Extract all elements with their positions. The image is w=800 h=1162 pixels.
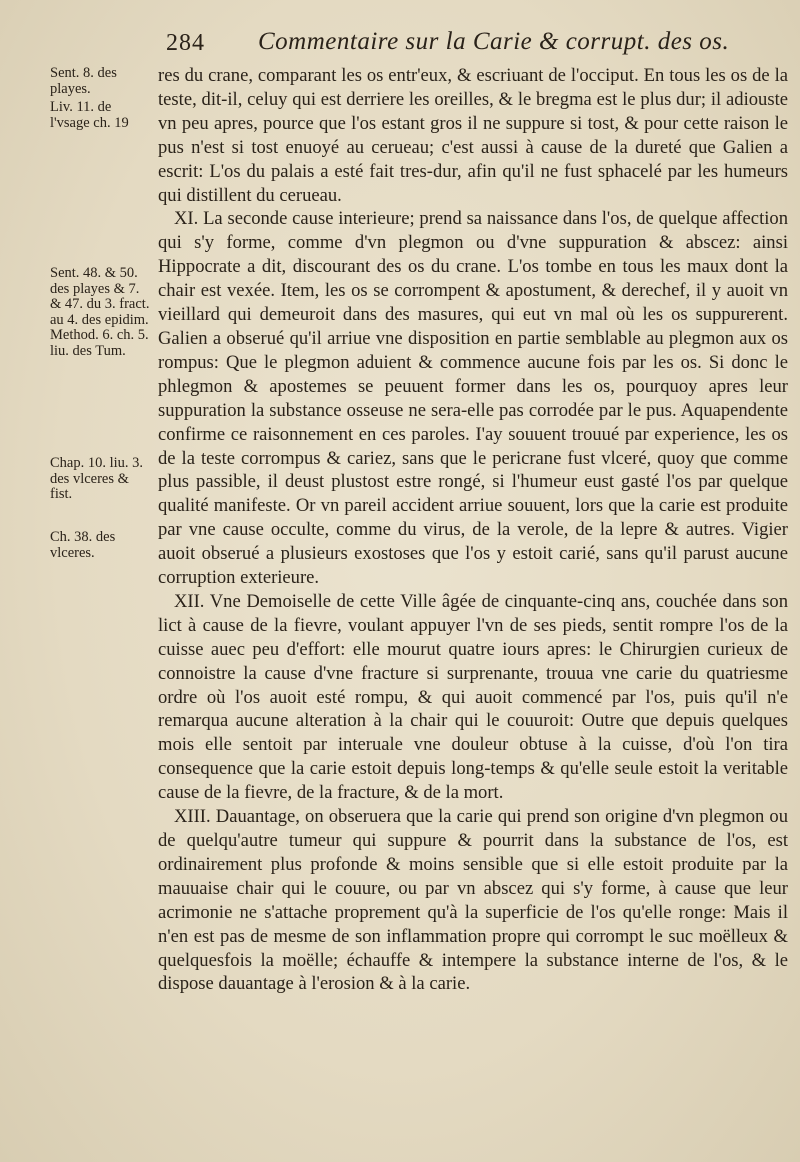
margin-note: Sent. 8. des playes.	[50, 65, 117, 97]
margin-note: Chap. 10. liu. 3. des vlceres & fist.	[50, 455, 144, 502]
margin-note: Sent. 48. & 50. des playes & 7. & 47. du 3. fract. au 4. des epidim. Method. 6. ch. 5. liu. des Tum.	[50, 265, 150, 359]
paragraph: XIII. Dauantage, on obseruera que la carie qui prend son origine d'vn plegmon ou de quelqu'autre tumeur qui suppure & pourrit dans la substance de l'os, est ordinairement plus profonde & moins sensible que si elle estoit produite par la mauuaise chair qui le couure, ou par vn abscez qui s'y forme, à cause que leur acrimonie ne s'attache proprement qu'à la superficie de l'os qu'elle ronge: Mais il n'en est pas de mesme de son inflammation propre qui corrompt le suc moëlleux & quelquesfois la moëlle; échauffe & intempere la substance interne de l'os, & le dispose dauantage à l'erosion & à la carie.	[158, 806, 788, 995]
running-title: Commentaire sur la Carie & corrupt. des os.	[258, 28, 730, 55]
main-text	[158, 64, 788, 996]
paragraph: XII. Vne Demoiselle de cette Ville âgée de cinquante-cinq ans, couchée dans son lict à cause de la fievre, voulant appuyer l'vn de ses pieds, sentit rompre l'os de la cuisse auec peu d'effort: elle mourut quatre iours apres: le Chirurgien curieux de connoistre la cause d'vne fracture si surprenante, trouua vne carie du quatriesme ordre où l'os auoit esté rompu, & qui auoit commencé par l'os, puis qu'il n'e remarqua aucune alteration à la chair qui le couuroit: Outre que depuis quelques mois elle sentoit par interuale vne douleur obtuse à la cuisse, d'où l'on tira consequence que la carie estoit depuis long-temps & qu'elle seule estoit la veritable cause de la fievre, de la fracture, & de la mort.	[158, 590, 788, 804]
paragraph: XI. La seconde cause interieure; prend sa naissance dans l'os, de quelque affection qui s'y forme, comme d'vn plegmon ou d'vne suppuration & abscez: ainsi Hippocrate a dit, discourant des os du crane. L'os tombe en tous les maux dont la chair est vexée. Item, les os se corrompent & apostument, & derechef, il y auoit vn vieillard qui demeuroit dans des masures, qui eut vn mal où les os suppurerent. Galien a obserué qu'il arriue vne disposition en partie semblable au plegmon aux os rompus: Que le plegmon aduient & commence aucune fois par les os. Si donc le phlegmon & apostemes se peuuent former dans les os, pourquoy apres leur suppuration la substance osseuse ne sera-elle pas corrodée par le pus. Aquapendente confirme ce raisonnement en ces paroles. I'ay souuent trouué par experience, les os de la teste corrompus & cariez, sans que le pericrane fust vlceré, quoy que comme plus passible, il deust plustost estre rongé, si l'humeur eust gasté l'os par quelque qualité manifeste. Or vn pareil accident arriue souuent, lors que la carie est produite par vne cause occulte, comme du virus, de la verole, de la lepre & autres. Vigier auoit obserué a plusieurs exostoses que l'os y estoit carié, sans qu'il parust aucune corruption exterieure.	[158, 208, 788, 589]
margin-note: Liv. 11. de l'vsage ch. 19	[50, 99, 129, 131]
margin-note: Ch. 38. des vlceres.	[50, 529, 116, 561]
paragraph: res du crane, comparant les os entr'eux, & escriuant de l'occiput. En tous les os de la teste, dit-il, celuy qui est derriere les oreilles, & le bregma est le plus dur; il adiouste vn peu apres, pource que l'os estant gros il ne suppure si tost, & pour cette raison le pus n'est si tost enuoyé au cerueau; c'est aussi à cause de la dureté que Galien a escrit: L'os du palais a esté fait tres-dur, afin qu'il ne fust sphacelé par les humeurs qui distillent du cerueau.	[158, 65, 788, 206]
page-number: 284	[166, 30, 205, 56]
